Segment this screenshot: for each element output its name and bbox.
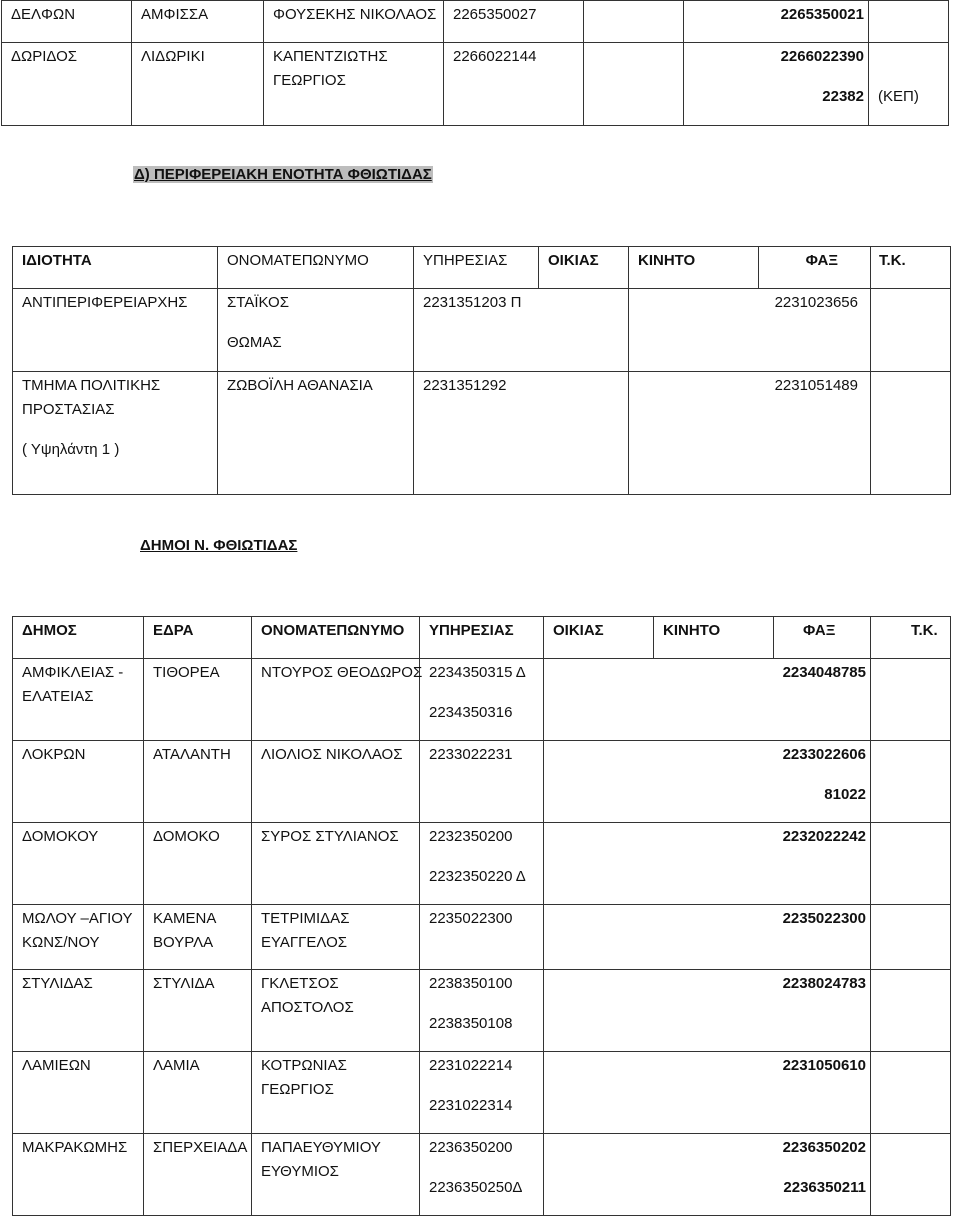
seat-cell: ΛΑΜΙΑ (144, 1052, 252, 1134)
municipality-cell: ΔΩΡΙΔΟΣ (2, 43, 132, 126)
table-header-row (13, 617, 951, 659)
service-phone-cell: 2233022231 (420, 741, 544, 823)
municipality-cell: ΜΑΚΡΑΚΩΜΗΣ (13, 1134, 144, 1216)
service-phone-cell: 2232350200 2232350220 Δ (420, 823, 544, 905)
municipality-cell: ΛΑΜΙΕΩΝ (13, 1052, 144, 1134)
header-role: ΙΔΙΟΤΗΤΑ (13, 247, 218, 289)
table-row (2, 43, 949, 126)
table-row (13, 823, 951, 905)
table-header-row (13, 247, 951, 289)
name-cell: ΝΤΟΥΡΟΣ ΘΕΟΔΩΡΟΣ (252, 659, 420, 741)
header-postcode: Τ.Κ. (871, 617, 951, 659)
name-cell: ΦΟΥΣΕΚΗΣ ΝΙΚΟΛΑΟΣ (264, 1, 444, 43)
postcode-cell (871, 905, 951, 970)
municipality-cell: ΔΕΛΦΩΝ (2, 1, 132, 43)
seat-cell: ΣΠΕΡΧΕΙΑΔΑ (144, 1134, 252, 1216)
postcode-cell: (ΚΕΠ) (869, 43, 949, 126)
empty-cell (584, 43, 684, 126)
postcode-cell (871, 659, 951, 741)
table-row (13, 905, 951, 970)
fax-cell: 2231051489 (629, 372, 871, 495)
empty-cell (584, 1, 684, 43)
postcode-cell (871, 1052, 951, 1134)
postcode-cell (871, 823, 951, 905)
service-phone-cell: 2231022214 2231022314 (420, 1052, 544, 1134)
postcode-cell (869, 1, 949, 43)
fax-cell: 2231050610 (544, 1052, 871, 1134)
postcode-cell (871, 970, 951, 1052)
name-cell: ΠΑΠΑΕΥΘΥΜΙΟΥ ΕΥΘΥΜΙΟΣ (252, 1134, 420, 1216)
name-cell: ΓΚΛΕΤΣΟΣ ΑΠΟΣΤΟΛΟΣ (252, 970, 420, 1052)
postcode-cell (871, 289, 951, 372)
fax-cell: 2238024783 (544, 970, 871, 1052)
seat-cell: ΚΑΜΕΝΑ ΒΟΥΡΛΑ (144, 905, 252, 970)
header-mobile: ΚΙΝΗΤΟ (654, 617, 774, 659)
table-row (13, 659, 951, 741)
table-row (13, 1052, 951, 1134)
fax-cell: 2234048785 (544, 659, 871, 741)
postcode-cell (871, 741, 951, 823)
postcode-cell (871, 372, 951, 495)
municipality-cell: ΛΟΚΡΩΝ (13, 741, 144, 823)
municipalities-table (12, 616, 951, 1216)
fax-cell: 2231023656 (629, 289, 871, 372)
header-name: ΟΝΟΜΑΤΕΠΩΝΥΜΟ (218, 247, 414, 289)
table-row (13, 970, 951, 1052)
section-title: Δ) ΠΕΡΙΦΕΡΕΙΑΚΗ ΕΝΟΤΗΤΑ ΦΘΙΩΤΙΔΑΣ (134, 166, 432, 183)
header-seat: ΕΔΡΑ (144, 617, 252, 659)
role-cell: ΤΜΗΜΑ ΠΟΛΙΤΙΚΗΣ ΠΡΟΣΤΑΣΙΑΣ ( Υψηλάντη 1 ) (13, 372, 218, 495)
name-cell: ΣΤΑΪΚΟΣ ΘΩΜΑΣ (218, 289, 414, 372)
seat-cell: ΔΟΜΟΚΟ (144, 823, 252, 905)
municipality-cell: ΑΜΦΙΚΛΕΙΑΣ - ΕΛΑΤΕΙΑΣ (13, 659, 144, 741)
municipality-cell: ΔΟΜΟΚΟΥ (13, 823, 144, 905)
fax-cell: 2232022242 (544, 823, 871, 905)
seat-cell: ΑΤΑΛΑΝΤΗ (144, 741, 252, 823)
seat-cell: ΑΜΦΙΣΣΑ (132, 1, 264, 43)
header-mobile: ΚΙΝΗΤΟ (629, 247, 759, 289)
name-cell: ΚΑΠΕΝΤΖΙΩΤΗΣ ΓΕΩΡΓΙΟΣ (264, 43, 444, 126)
header-service: ΥΠΗΡΕΣΙΑΣ (414, 247, 539, 289)
fax-cell: 2266022390 22382 (684, 43, 869, 126)
header-service: ΥΠΗΡΕΣΙΑΣ (420, 617, 544, 659)
seat-cell: ΣΤΥΛΙΔΑ (144, 970, 252, 1052)
fax-cell: 2236350202 2236350211 (544, 1134, 871, 1216)
name-cell: ΣΥΡΟΣ ΣΤΥΛΙΑΝΟΣ (252, 823, 420, 905)
fax-cell: 2265350021 (684, 1, 869, 43)
header-postcode: Τ.Κ. (871, 247, 951, 289)
service-phone-cell: 2235022300 (420, 905, 544, 970)
fax-cell: 2235022300 (544, 905, 871, 970)
municipalities-title: ΔΗΜΟΙ Ν. ΦΘΙΩΤΙΔΑΣ (140, 537, 298, 554)
name-cell: ΤΕΤΡΙΜΙΔΑΣ ΕΥΑΓΓΕΛΟΣ (252, 905, 420, 970)
top-contacts-table (1, 0, 949, 126)
header-fax: ΦΑΞ (759, 247, 871, 289)
role-cell: ΑΝΤΙΠΕΡΙΦΕΡΕΙΑΡΧΗΣ (13, 289, 218, 372)
service-phone-cell: 2236350200 2236350250Δ (420, 1134, 544, 1216)
table-row (13, 372, 951, 495)
header-fax: ΦΑΞ (774, 617, 871, 659)
table-row (13, 289, 951, 372)
name-cell: ΛΙΟΛΙΟΣ ΝΙΚΟΛΑΟΣ (252, 741, 420, 823)
municipality-cell: ΣΤΥΛΙΔΑΣ (13, 970, 144, 1052)
service-phone-cell: 2266022144 (444, 43, 584, 126)
header-name: ΟΝΟΜΑΤΕΠΩΝΥΜΟ (252, 617, 420, 659)
service-phone-cell: 2234350315 Δ 2234350316 (420, 659, 544, 741)
seat-cell: ΤΙΘΟΡΕΑ (144, 659, 252, 741)
service-phone-cell: 2231351203 Π (414, 289, 629, 372)
municipality-cell: ΜΩΛΟΥ –ΑΓΙΟΥ ΚΩΝΣ/ΝΟΥ (13, 905, 144, 970)
postcode-cell (871, 1134, 951, 1216)
table-row (13, 1134, 951, 1216)
header-municipality: ΔΗΜΟΣ (13, 617, 144, 659)
table-row (13, 741, 951, 823)
table-row (2, 1, 949, 43)
regional-unit-table (12, 246, 951, 495)
seat-cell: ΛΙΔΩΡΙΚΙ (132, 43, 264, 126)
fax-cell: 2233022606 81022 (544, 741, 871, 823)
header-home: ΟΙΚΙΑΣ (544, 617, 654, 659)
name-cell: ΚΟΤΡΩΝΙΑΣ ΓΕΩΡΓΙΟΣ (252, 1052, 420, 1134)
header-home: ΟΙΚΙΑΣ (539, 247, 629, 289)
name-cell: ΖΩΒΟΪΛΗ ΑΘΑΝΑΣΙΑ (218, 372, 414, 495)
service-phone-cell: 2231351292 (414, 372, 629, 495)
service-phone-cell: 2238350100 2238350108 (420, 970, 544, 1052)
service-phone-cell: 2265350027 (444, 1, 584, 43)
